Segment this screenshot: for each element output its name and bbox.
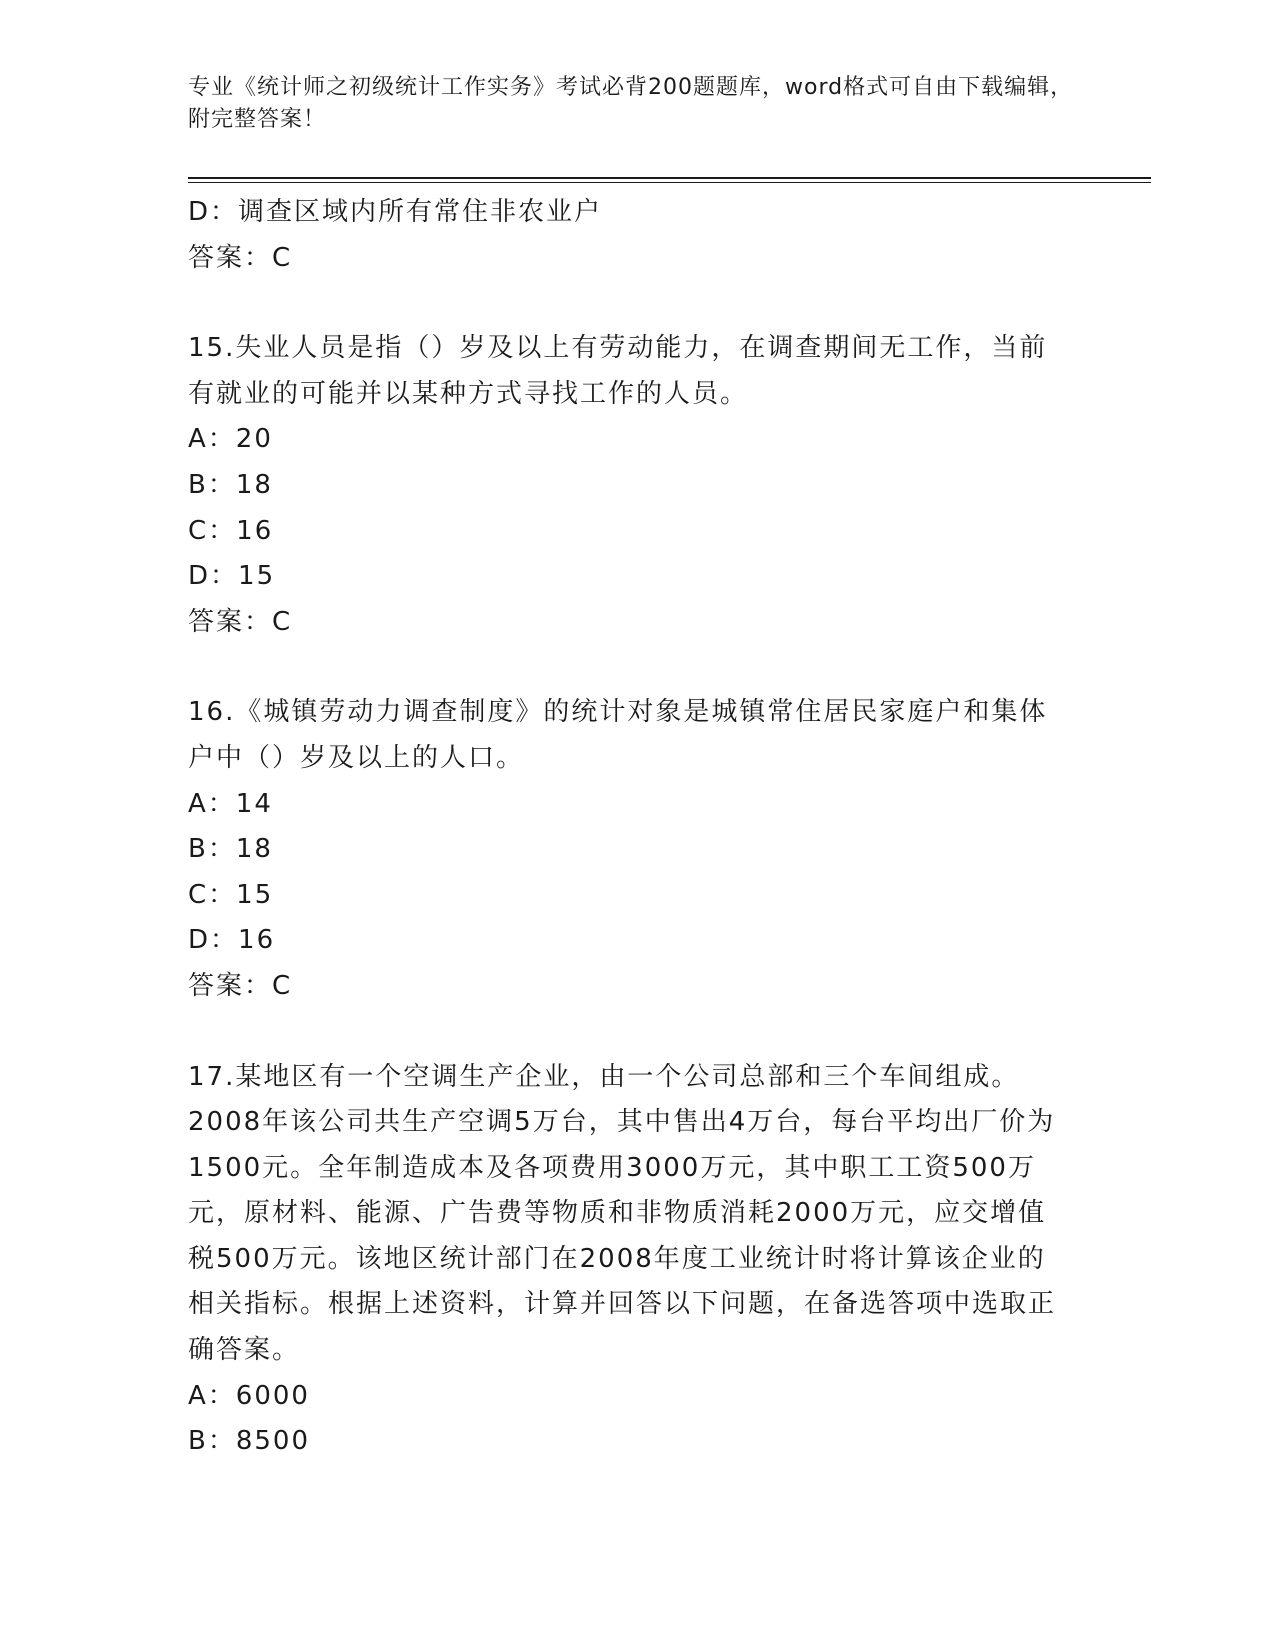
question-17 — [188, 1055, 1068, 1465]
option-c: C：16 — [188, 515, 274, 546]
prev-answer: 答案：C — [188, 242, 293, 273]
option-b: B：8500 — [188, 1426, 311, 1457]
answer: 答案：C — [188, 970, 293, 1001]
option-c: C：15 — [188, 879, 274, 910]
document-header: 专业《统计师之初级统计工作实务》考试必背200题题库，word格式可自由下载编辑，附完整答案！ — [188, 75, 1074, 132]
question-15 — [188, 326, 1068, 645]
option-d: D：16 — [188, 925, 276, 956]
option-a: A：6000 — [188, 1380, 310, 1411]
option-d: D：15 — [188, 561, 276, 592]
question-stem: 15.失业人员是指（）岁及以上有劳动能力，在调查期间无工作，当前有就业的可能并以某种方式寻找工作的人员。 — [188, 333, 1048, 409]
header-divider-thin — [188, 182, 1151, 183]
spacer — [188, 281, 1068, 326]
header-divider-thick — [188, 177, 1151, 179]
spacer — [188, 1010, 1068, 1055]
answer: 答案：C — [188, 606, 293, 637]
option-b: B：18 — [188, 469, 273, 500]
prev-option-d: D：调查区域内所有常住非农业户 — [188, 197, 603, 227]
question-stem: 16.《城镇劳动力调查制度》的统计对象是城镇常住居民家庭户和集体户中（）岁及以上的人口。 — [188, 697, 1048, 773]
option-b: B：18 — [188, 834, 273, 865]
spacer — [188, 645, 1068, 690]
question-16 — [188, 690, 1068, 1009]
question-stem: 17.某地区有一个空调生产企业，由一个公司总部和三个车间组成。2008年该公司共生产空调5万台，其中售出4万台，每台平均出厂价为1500元。全年制造成本及各项费用3000万元，其中职工工资500万元，原材料、能源、广告费等物质和非物质消耗2000万元，应交增值税500万元。该地区统计部门在2008年度工业统计时将计算该企业的相关指标。根据上述资料，计算并回答以下问题，在备选答项中选取正确答案。 — [188, 1061, 1057, 1366]
option-a: A：20 — [188, 424, 273, 455]
option-a: A：14 — [188, 788, 273, 819]
document-body — [188, 190, 1068, 1465]
